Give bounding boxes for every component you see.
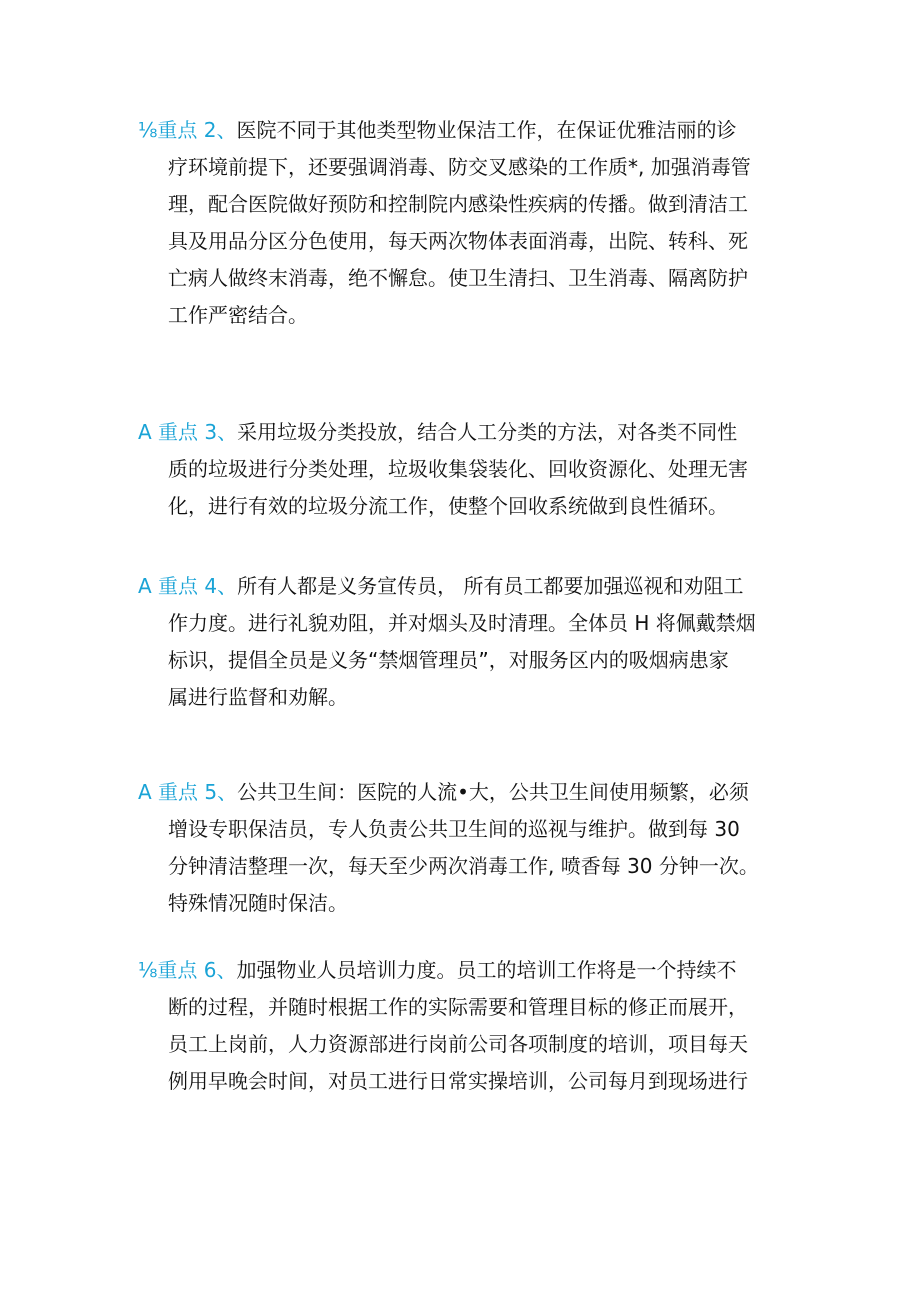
point-heading: 重点 4、: [158, 574, 238, 598]
paragraph-line: 质的垃圾进行分类处理，垃圾收集袋装化、回收资源化、处理无害: [168, 457, 748, 481]
paragraph-text: 医院不同于其他类型物业保洁工作，在保证优雅洁丽的诊: [236, 118, 737, 142]
paragraph-line: 标识，提倡全员是义务“禁烟管理员”，对服务区内的吸烟病患家: [168, 648, 729, 672]
point-heading: 重点 3、: [158, 420, 238, 444]
point-3: [138, 414, 818, 525]
point-heading: 重点 6、: [157, 958, 237, 982]
paragraph-line: [138, 414, 818, 451]
paragraph-line: [138, 112, 818, 149]
bullet-marker: ⅛: [138, 958, 158, 982]
paragraph-line: 属进行监督和劝解。: [168, 685, 348, 709]
paragraph-line: 理，配合医院做好预防和控制院内感染性疾病的传播。做到清洁工: [168, 192, 748, 216]
paragraph-text: 加强物业人员培训力度。员工的培训工作将是一个持续不: [236, 958, 737, 982]
bullet-marker: A: [138, 420, 159, 444]
paragraph-line: 亡病人做终末消毒，绝不懈怠。使卫生清扫、卫生消毒、隔离防护: [168, 266, 748, 290]
paragraph-line: 例用早晚会时间，对员工进行日常实操培训，公司每月到现场进行: [168, 1069, 748, 1093]
point-5: [138, 774, 818, 922]
paragraph-line: 化，进行有效的垃圾分流工作，使整个回收系统做到良性循环。: [168, 494, 728, 518]
paragraph-line: 增设专职保洁员，专人负责公共卫生间的巡视与维护。做到每 30: [168, 817, 740, 841]
point-heading: 重点 2、: [157, 118, 237, 142]
point-4: [138, 568, 818, 716]
bullet-marker: A: [138, 780, 159, 804]
paragraph-text: 所有人都是义务宣传员， 所有员工都要加强巡视和劝阻工: [237, 574, 744, 598]
bullet-marker: A: [138, 574, 159, 598]
paragraph-line: 作力度。进行礼貌劝阻，并对烟头及时清理。全体员 H 将佩戴禁烟: [168, 611, 756, 635]
paragraph-line: 特殊情况随时保洁。: [168, 891, 348, 915]
paragraph-line: 员工上岗前，人力资源部进行岗前公司各项制度的培训，项目每天: [168, 1032, 748, 1056]
paragraph-text: 采用垃圾分类投放，结合人工分类的方法，对各类不同性: [237, 420, 738, 444]
point-heading: 重点 5、: [158, 780, 238, 804]
paragraph-line: 断的过程，并随时根据工作的实际需要和管理目标的修正而展开，: [168, 995, 748, 1019]
paragraph-line: [138, 952, 818, 989]
bullet-marker: ⅛: [138, 118, 158, 142]
paragraph-line: 分钟清洁整理一次，每天至少两次消毒工作, 喷香每 30 分钟一次。: [168, 854, 759, 878]
paragraph-line: 疗环境前提下，还要强调消毒、防交叉感染的工作质*, 加强消毒管: [168, 155, 751, 179]
paragraph-line: [138, 774, 818, 811]
point-6: [138, 952, 818, 1100]
paragraph-text: 公共卫生间：医院的人流•大，公共卫生间使用频繁，必须: [237, 780, 749, 804]
point-2: [138, 112, 818, 334]
paragraph-line: 工作严密结合。: [168, 303, 308, 327]
paragraph-line: 具及用品分区分色使用，每天两次物体表面消毒，出院、转科、死: [168, 229, 748, 253]
paragraph-line: [138, 568, 818, 605]
